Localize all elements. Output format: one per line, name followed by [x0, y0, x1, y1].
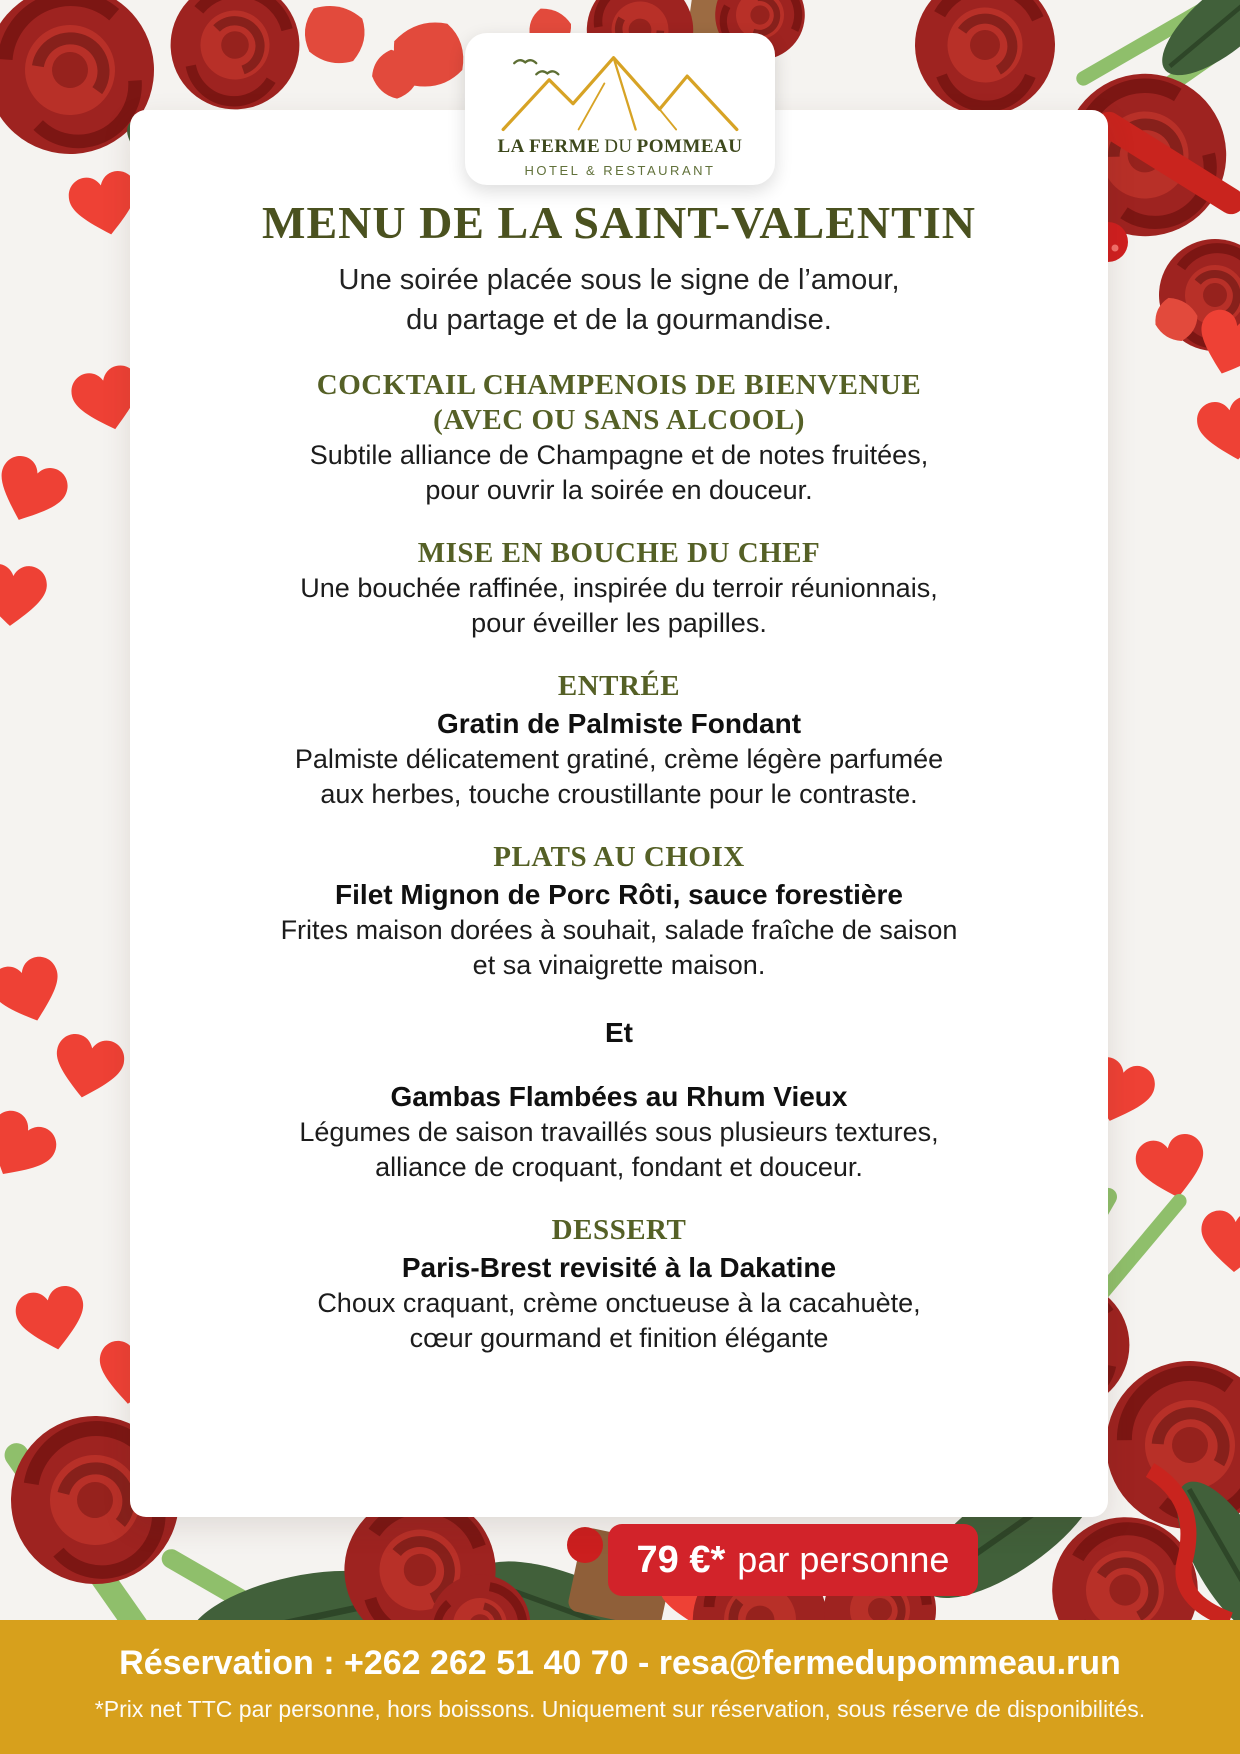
section-mise-en-bouche — [130, 536, 1108, 641]
heart-icon — [0, 563, 48, 629]
footnote: *Prix net TTC par personne, hors boissons. Uniquement sur réservation, sous réserve de disponibilités. — [94, 1696, 1146, 1722]
glitter-bow — [567, 1527, 603, 1563]
section-dessert — [130, 1213, 1108, 1356]
section-entree — [130, 669, 1108, 812]
menu-title: MENU DE LA SAINT-VALENTIN — [262, 197, 976, 248]
petal-icon — [300, 2, 369, 68]
section-description: Légumes de saison travaillés sous plusieurs textures, — [299, 1117, 939, 1147]
section-heading: PLATS AU CHOIX — [493, 841, 745, 873]
birds-icon — [514, 60, 536, 63]
section-description: et sa vinaigrette maison. — [472, 950, 766, 980]
section-description: pour ouvrir la soirée en douceur. — [425, 475, 813, 505]
footer — [0, 1620, 1240, 1754]
rose-icon — [152, 0, 317, 128]
reservation-line: Réservation : +262 262 51 40 70 - resa@fermedupommeau.run — [119, 1644, 1121, 1682]
section-heading: DESSERT — [551, 1214, 687, 1246]
menu-intro — [130, 260, 1108, 340]
heart-icon — [49, 1031, 128, 1105]
section-plats — [130, 840, 1108, 983]
section-heading: (AVEC OU SANS ALCOOL) — [433, 404, 805, 436]
price-per-person: par personne — [737, 1539, 950, 1580]
logo-name — [465, 136, 775, 158]
section-description: Choux craquant, crème onctueuse à la cacahuète, — [317, 1288, 921, 1318]
section-description: Palmiste délicatement gratiné, crème légère parfumée — [294, 744, 944, 774]
mountains-icon — [485, 43, 755, 135]
rose-icon — [904, 0, 1066, 126]
birds-icon — [536, 71, 558, 74]
price-banner — [608, 1524, 978, 1596]
price-amount: 79 €* — [636, 1538, 726, 1581]
logo-name-part: DU — [604, 136, 633, 157]
dish-name: Gratin de Palmiste Fondant — [436, 708, 802, 739]
section-description: alliance de croquant, fondant et douceur. — [375, 1152, 863, 1182]
logo — [465, 33, 775, 185]
sparkle-dot — [1112, 245, 1119, 252]
logo-name-part: LA FERME — [497, 136, 601, 157]
heart-icon — [0, 1104, 63, 1191]
heart-icon — [1194, 394, 1240, 466]
heart-icon — [0, 451, 73, 533]
section-description: Une bouchée raffinée, inspirée du terroir réunionnais, — [300, 573, 938, 603]
dish-name: Gambas Flambées au Rhum Vieux — [390, 1081, 848, 1112]
logo-name-part: POMMEAU — [636, 136, 743, 157]
intro-line: Une soirée placée sous le signe de l’amour, — [338, 264, 900, 296]
section-description: Frites maison dorées à souhait, salade fraîche de saison — [280, 915, 958, 945]
section-heading: COCKTAIL CHAMPENOIS DE BIENVENUE — [316, 369, 922, 401]
heart-icon — [0, 952, 70, 1031]
heart-icon — [12, 1283, 91, 1357]
section-description: cœur gourmand et finition élégante — [409, 1323, 829, 1353]
course-separator: Et — [605, 1017, 633, 1048]
section-heading: MISE EN BOUCHE DU CHEF — [417, 537, 821, 569]
section-description: Subtile alliance de Champagne et de notes fruitées, — [309, 440, 929, 470]
dish-name: Paris-Brest revisité à la Dakatine — [401, 1252, 837, 1283]
menu-card — [130, 110, 1108, 1517]
dish-name: Filet Mignon de Porc Rôti, sauce forestière — [335, 879, 903, 910]
section-description: pour éveiller les papilles. — [471, 608, 767, 638]
intro-line: du partage et de la gourmandise. — [406, 304, 832, 336]
heart-icon — [1200, 1210, 1240, 1273]
logo-subtitle: HOTEL & RESTAURANT — [524, 163, 716, 178]
section-description: aux herbes, touche croustillante pour le contraste. — [320, 779, 918, 809]
section-heading: ENTRÉE — [557, 670, 681, 702]
section-cocktail — [130, 368, 1108, 508]
section-gambas — [130, 1078, 1108, 1185]
heart-icon — [1132, 1131, 1211, 1205]
